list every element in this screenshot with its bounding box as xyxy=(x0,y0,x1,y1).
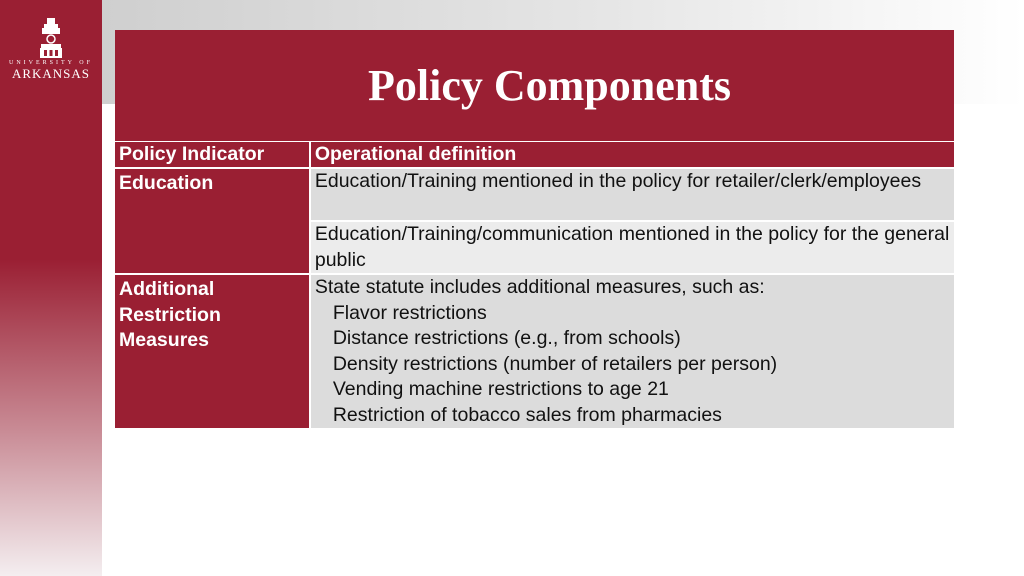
old-main-tower-icon xyxy=(38,18,64,58)
table-header-row xyxy=(115,142,954,168)
list-item: Flavor restrictions xyxy=(332,301,487,324)
table-row xyxy=(115,168,954,221)
list-item: Density restrictions (number of retailers per person) xyxy=(332,352,778,375)
slide-title: Policy Components xyxy=(368,61,731,110)
indicator-label-line: Restriction xyxy=(119,303,221,326)
policy-table xyxy=(115,142,954,428)
indicator-education: Education xyxy=(115,168,310,274)
logo-arkansas: ARKANSAS xyxy=(11,66,91,81)
header-policy-indicator: Policy Indicator xyxy=(115,142,310,168)
definition-cell: Education/Training/communication mentioned in the policy for the general public xyxy=(310,221,954,274)
title-box xyxy=(115,30,954,141)
table-row xyxy=(115,274,954,428)
logo-university-of: UNIVERSITY OF xyxy=(9,60,93,66)
header-operational-definition: Operational definition xyxy=(310,142,954,168)
list-item: Distance restrictions (e.g., from schools) xyxy=(332,327,681,349)
list-item: Vending machine restrictions to age 21 xyxy=(332,378,669,400)
university-logo xyxy=(8,18,94,90)
definition-cell xyxy=(310,274,954,428)
indicator-label-line: Additional xyxy=(119,278,215,300)
list-item: Restriction of tobacco sales from pharmacies xyxy=(332,403,722,426)
restriction-list xyxy=(315,301,950,429)
indicator-additional-restriction-measures xyxy=(115,274,310,428)
definition-cell: Education/Training mentioned in the policy for retailer/clerk/employees xyxy=(310,168,954,221)
definition-intro: State statute includes additional measures, such as: xyxy=(314,276,765,298)
indicator-label-line: Measures xyxy=(119,329,209,351)
